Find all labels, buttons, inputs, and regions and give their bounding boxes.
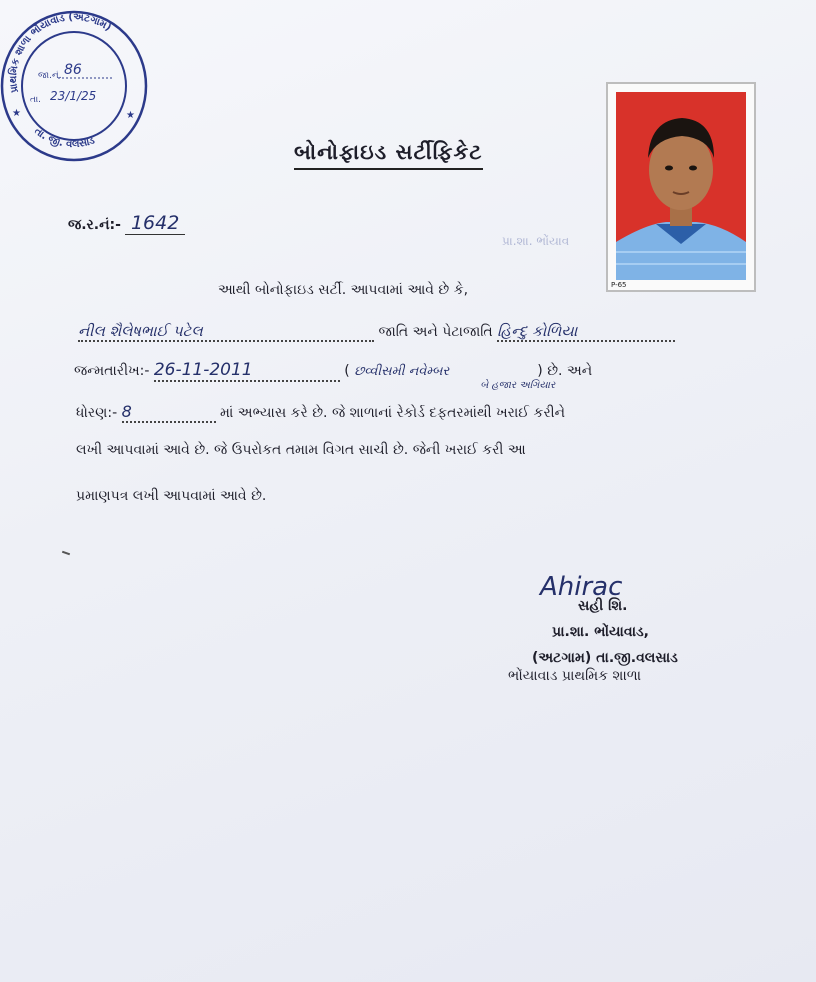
dob-paren-close: ) [537,363,543,379]
serial-number [68,212,185,234]
faint-school-stamp: પ્રા.શા. ભોંયાવ [502,234,570,248]
sign-location: (અટગામ) તા.જી.વલસાડ [532,650,678,666]
student-photo [606,82,756,292]
stamp-date-value: 23/1/25 [50,89,97,103]
caste-label: જાતિ અને પેટાજાતિ [378,324,493,340]
svg-text:★: ★ [12,108,21,119]
sign-designation: સહી શિ. [578,598,628,614]
std-line [76,402,565,423]
stamp-ring-text: પ્રાથમિક શાળા ભોંયાવાડ (અટગામ) [8,11,114,94]
stamp-bottom-text: તા. જી. વલસાડ [31,125,97,151]
dob-label: જન્મતારીખ:- [74,363,150,379]
principal-signature: Ahirac [540,572,623,602]
certificate-title: બોનોફાઇડ સર્ટીફિકેટ [294,140,483,170]
pen-mark [62,551,70,556]
intro-line: આથી બોનોફાઇડ સર્ટી. આપવામાં આવે છે કે, [218,282,469,298]
svg-text:તા. જી. વલસાડ [32,126,97,150]
std-line-rest: માં અભ્યાસ કરે છે. જે શાળાનાં રેકોર્ડ દફતરમાંથી ખરાઈ કરીને [220,405,566,421]
serial-label: જ.ર.નં:- [68,217,121,233]
stamp-no-value: 86 [64,62,82,78]
svg-text:★: ★ [126,110,135,121]
serial-value: 1642 [125,212,185,235]
name-line [78,322,675,342]
sign-school: પ્રા.શા. ભોંયાવાડ, [552,624,650,640]
photo-portrait [616,92,746,280]
student-name: નીલ શૈલેષભાઈ પટેલ [78,322,374,342]
dob-line [74,360,593,391]
body-line-5: લખી આપવામાં આવે છે. જે ઉપરોકત તમામ વિગત સાચી છે. જેની ખરાઈ કરી આ [76,442,526,458]
dob-words-b: બે હજાર અગિયાર [480,380,556,391]
dob-suffix: છે. અને [547,363,593,379]
stamp-no-label: જા.નં. [38,71,62,81]
photo-label: P-65 [611,281,627,289]
std-label: ધોરણ:- [76,405,118,421]
dob-in-words [354,364,556,391]
school-round-stamp [0,4,150,164]
dob-words-a: છવ્વીસમી નવેમ્બર [354,364,450,379]
caste-value: હિન્દુ કોળિયા [497,322,675,342]
body-line-6: પ્રમાણપત્ર લખી આપવામાં આવે છે. [76,488,267,504]
stamp-date-label: તા. [30,95,42,105]
std-value: 8 [122,402,216,423]
dob-value: 26-11-2011 [154,360,340,382]
dob-paren-open: ( [344,363,350,379]
sign-school-name: ભોંયાવાડ પ્રાથમિક શાળા [508,668,642,684]
